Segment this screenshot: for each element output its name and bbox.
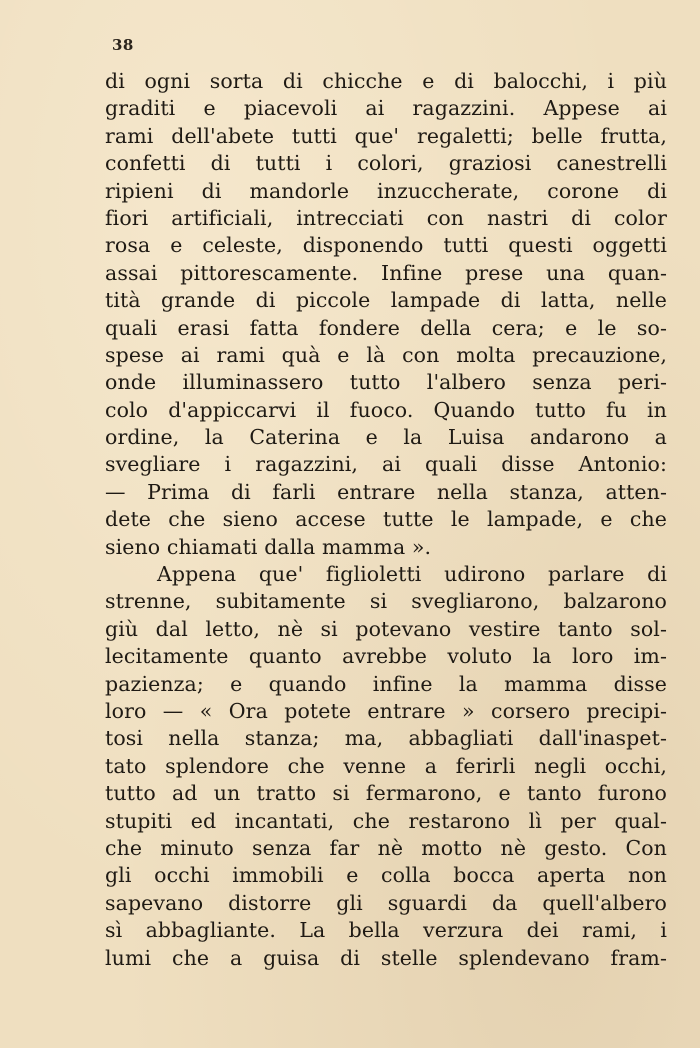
- text-line: ripieni di mandorle inzuccherate, corone di: [105, 178, 667, 203]
- text-line: — Prima di farli entrare nella stanza, atten-: [105, 479, 667, 504]
- text-line: sì abbagliante. La bella verzura dei rami, i: [105, 918, 667, 943]
- text-line: graditi e piacevoli ai ragazzini. Appese ai: [105, 96, 667, 121]
- text-line: onde illuminassero tutto l'albero senza peri-: [105, 370, 667, 395]
- text-line: lecitamente quanto avrebbe voluto la loro im-: [105, 644, 667, 669]
- text-line: che minuto senza far nè motto nè gesto. Con: [105, 835, 667, 860]
- text-line: assai pittorescamente. Infine prese una quan-: [105, 260, 667, 285]
- text-line: tità grande di piccole lampade di latta, nelle: [105, 288, 667, 313]
- page-number: 38: [112, 36, 134, 54]
- body-text: [105, 68, 667, 972]
- text-line: Appena que' figlioletti udirono parlare di: [157, 562, 667, 587]
- text-line: sapevano distorre gli sguardi da quell'albero: [105, 890, 667, 915]
- text-line: tato splendore che venne a ferirli negli occhi,: [105, 753, 667, 778]
- text-line: colo d'appiccarvi il fuoco. Quando tutto fu in: [105, 397, 667, 422]
- text-line: di ogni sorta di chicche e di balocchi, i più: [105, 69, 667, 93]
- text-line: rami dell'abete tutti que' regaletti; belle frutta,: [105, 123, 667, 148]
- text-line: dete che sieno accese tutte le lampade, e che: [105, 507, 667, 532]
- text-line: giù dal letto, nè si potevano vestire tanto sol-: [105, 616, 667, 641]
- text-line: stupiti ed incantati, che restarono lì per qual-: [105, 808, 667, 833]
- text-line: ordine, la Caterina e la Luisa andarono a: [105, 425, 667, 450]
- text-line: tutto ad un tratto si fermarono, e tanto furono: [105, 781, 667, 806]
- text-line: rosa e celeste, disponendo tutti questi oggetti: [105, 233, 667, 258]
- text-line: gli occhi immobili e colla bocca aperta non: [105, 863, 667, 888]
- text-line: tosi nella stanza; ma, abbagliati dall'inaspet-: [105, 726, 667, 751]
- text-line: pazienza; e quando infine la mamma disse: [105, 671, 667, 696]
- text-line: sieno chiamati dalla mamma ».: [105, 534, 432, 559]
- text-line: quali erasi fatta fondere della cera; e le so-: [105, 315, 667, 340]
- text-line: strenne, subitamente si svegliarono, balzarono: [105, 589, 667, 614]
- text-line: fiori artificiali, intrecciati con nastri di color: [105, 205, 667, 230]
- text-line: lumi che a guisa di stelle splendevano fram-: [105, 945, 667, 970]
- text-line: svegliare i ragazzini, ai quali disse Antonio:: [105, 452, 667, 477]
- text-line: loro — « Ora potete entrare » corsero precipi-: [105, 698, 667, 723]
- text-line: spese ai rami quà e là con molta precauzione,: [105, 342, 667, 367]
- text-line: confetti di tutti i colori, graziosi canestrelli: [105, 151, 667, 176]
